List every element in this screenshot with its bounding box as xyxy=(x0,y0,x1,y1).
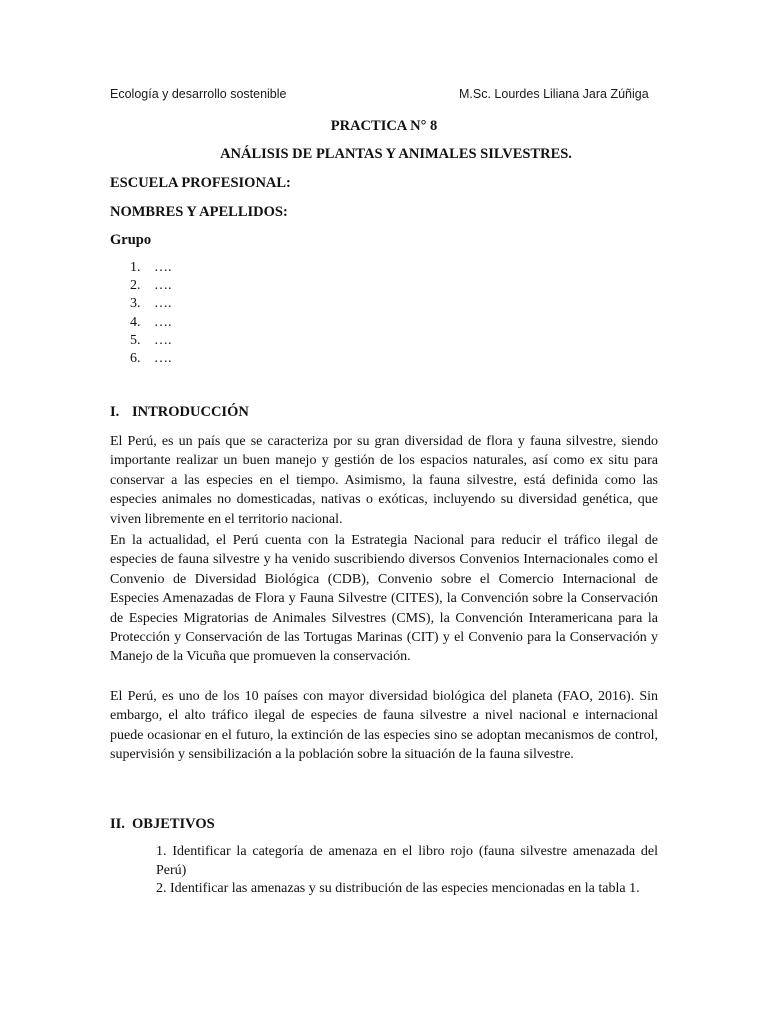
list-item: 1. …. xyxy=(130,260,172,275)
school-field-label: ESCUELA PROFESIONAL: xyxy=(110,175,291,191)
intro-paragraph-2: En la actualidad, el Perú cuenta con la Estrategia Nacional para reducir el tráfico ilegal de especies de fauna silvestre y ha venido suscribiendo diversos Convenios Internacionales como el Convenio de Diversidad Biológica (CDB), Convenio sobre el Comercio Internacional de Especies Amenazadas de Flora y Fauna Silvestre (CITES), la Convención sobre la Conservación de Especies Migratorias de Animales Silvestres (CMS), la Convención Interamericana para la Protección y Conservación de las Tortugas Marinas (CIT) y el Convenio para la Conservación y Manejo de la Vicuña que promueven la conservación. xyxy=(110,533,658,665)
intro-paragraph-1: El Perú, es un país que se caracteriza por su gran diversidad de flora y fauna silvestre, siendo importante realizar un buen manejo y gestión de los espacios naturales, así como ex situ para conservar a las especies en el tiempo. Asimismo, la fauna silvestre, está definida como las especies animales no domesticadas, nativas o exóticas, incluyendo su diversidad genética, que viven libremente en el territorio nacional. xyxy=(110,434,658,527)
practice-subject: ANÁLISIS DE PLANTAS Y ANIMALES SILVESTRES. xyxy=(220,146,572,162)
objective-item-2: 2. Identificar las amenazas y su distribución de las especies mencionadas en la tabla 1. xyxy=(156,881,640,896)
list-item: 5. …. xyxy=(130,332,172,348)
introduction-heading: I. INTRODUCCIÓN xyxy=(110,404,249,420)
group-member-list xyxy=(130,259,172,368)
page-header xyxy=(110,87,658,101)
intro-paragraph-3: El Perú, es uno de los 10 países con mayor diversidad biológica del planeta (FAO, 2016). Sin embargo, el alto tráfico ilegal de especies de fauna silvestre a nivel nacional e internacional puede ocasionar en el futuro, la extinción de las especies sino se adoptan mecanismos de control, supervisión y sensibilización a la población sobre la situación de la fauna silvestre. xyxy=(110,689,658,763)
list-item: 3. …. xyxy=(130,296,172,312)
objective-item-1: 1. Identificar la categoría de amenaza en el libro rojo (fauna silvestre amenazada del Perú) xyxy=(156,844,658,879)
list-item: 6. …. xyxy=(130,350,172,366)
list-item: 2. …. xyxy=(130,278,172,294)
list-item: 4. …. xyxy=(130,314,172,330)
practice-title: PRACTICA N° 8 xyxy=(330,118,438,134)
objectives-heading: II. OBJETIVOS xyxy=(110,816,215,832)
names-field-label: NOMBRES Y APELLIDOS: xyxy=(110,204,288,220)
course-name: Ecología y desarrollo sostenible xyxy=(110,87,287,101)
group-field-label: Grupo xyxy=(110,232,152,248)
author-name: M.Sc. Lourdes Liliana Jara Zúñiga xyxy=(459,87,649,101)
